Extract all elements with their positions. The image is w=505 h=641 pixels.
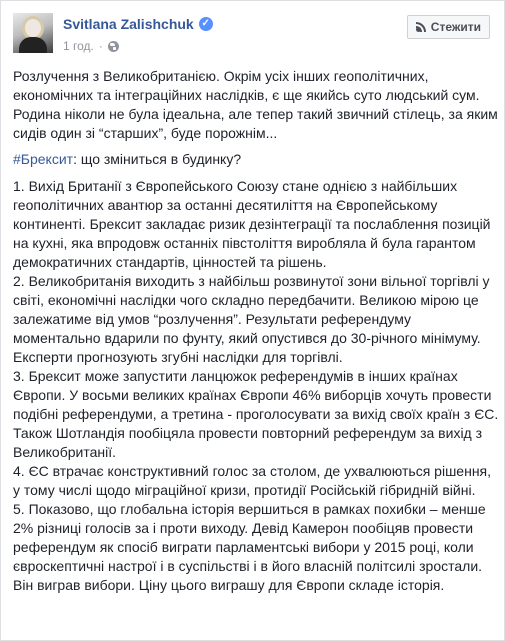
- post-meta: [63, 39, 119, 53]
- hashtag-link[interactable]: #Брексит: [13, 151, 74, 167]
- meta-separator: ·: [98, 39, 103, 53]
- rss-icon: [416, 22, 426, 32]
- post-points-list: [13, 177, 499, 595]
- post-point: 2. Великобританія виходить з найбільш розвинутої зони вільної торгівлі у світі, економічні наслідки чого складно передбачити. Великою мірою це залежатиме від умов “розлучення”. Результати референдуму моментально вдарили по фунту, який опустився до 30-річного мінімуму. Експерти прогнозують згубні наслідки для торгівлі.: [13, 273, 490, 365]
- follow-button-label: Стежити: [430, 20, 481, 34]
- post-body: [13, 67, 499, 595]
- post-question: [13, 150, 499, 169]
- author-avatar[interactable]: [13, 13, 53, 53]
- post-intro: Розлучення з Великобританією. Окрім усіх інших геополітичних, економічних та інтеграційних наслідків, є ще якийсь суто людський сум. Родина ніколи не була ідеальна, але тепер такий звичний стілець, за яким сидів один зі “старших”, буде порожнім...: [13, 68, 498, 141]
- post-timestamp-link[interactable]: 1 год.: [63, 39, 94, 53]
- follow-button[interactable]: [407, 15, 490, 39]
- avatar-head-shape: [25, 19, 41, 37]
- post-point: 5. Показово, що глобальна історія вершиться в рамках похибки – менше 2% різниці голосів за і проти виходу. Девід Камерон пообіцяв провести референдум як спосіб виграти парламентські вибори у 2015 році, коли євроскептичні настрої і в суспільстві і в його власній політсилі зростали. Він виграв вибори. Ціну цього виграшу для Європи складе історія.: [13, 501, 486, 593]
- question-text: : що зміниться в будинку?: [73, 151, 242, 167]
- verified-check-icon: ✓: [199, 17, 213, 31]
- author-row: [63, 15, 213, 33]
- globe-icon[interactable]: [108, 41, 119, 52]
- post-point: 3. Брексит може запустити ланцюжок референдумів в інших країнах Європи. У восьми великих країнах Європи 46% виборців хочуть провести подібні референдуми, а третина - проголосувати за вихід своїх країн з ЄС. Також Шотландія пообіцяла провести повторний референдум за вихід з Великобританії.: [13, 368, 499, 460]
- avatar-body-shape: [19, 37, 47, 53]
- author-name-link[interactable]: Svitlana Zalishchuk: [63, 16, 194, 32]
- post-point: 4. ЄС втрачає конструктивний голос за столом, де ухвалюються рішення, у тому числі щодо міграційної кризи, протидії Російській гібридній війні.: [13, 463, 492, 498]
- post-point: 1. Вихід Британії з Європейського Союзу стане однією з найбільших геополітичних авантюр за останні десятиліття на Європейському континенті. Брексит закладає ризик дезінтеграції та послаблення позицій на кухні, яка впродовж останніх півстоліття виробляла й була гарантом демократичних стандартів, цінностей та рішень.: [13, 178, 491, 270]
